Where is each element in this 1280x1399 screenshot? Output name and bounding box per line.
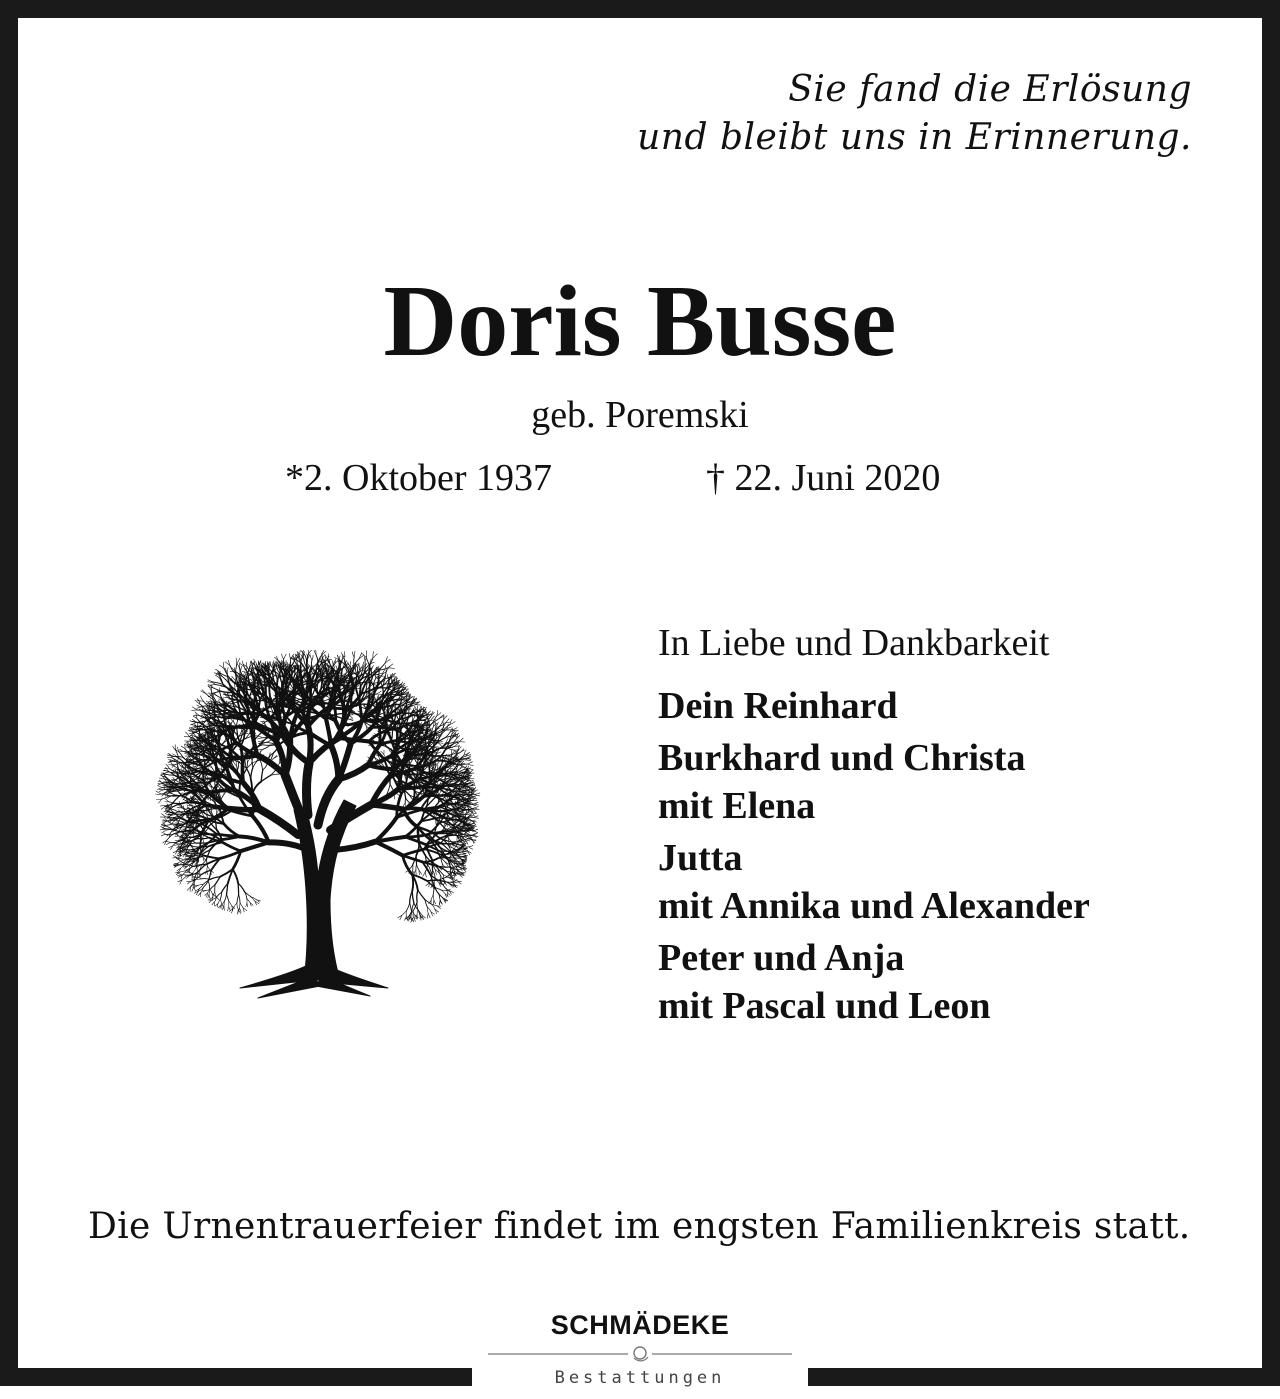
motto-line-2: und bleibt uns in Erinnerung. (637, 117, 1192, 158)
mourner-group (658, 934, 1090, 1030)
logo-name: SCHMÄDEKE (550, 1310, 730, 1340)
birth-date: *2. Oktober 1937 (285, 457, 553, 499)
ceremony-notice: Die Urnentrauerfeier findet im engsten Familienkreis statt. (88, 1206, 1191, 1247)
frame-border-left (0, 0, 18, 1386)
mourners-block (658, 618, 1090, 1034)
motto-line-1: Sie fand die Erlösung (788, 69, 1192, 110)
death-date: † 22. Juni 2020 (706, 457, 941, 499)
logo-ornament-icon (488, 1342, 792, 1366)
birth-name: geb. Poremski (531, 394, 749, 436)
mourner-line: Dein Reinhard (658, 685, 898, 727)
frame-border-top (0, 0, 1280, 18)
mourner-line: mit Pascal und Leon (658, 985, 991, 1027)
mourner-line: Peter und Anja (658, 937, 905, 979)
mourner-line: Burkhard und Christa (658, 737, 1026, 779)
logo-subtitle: Bestattungen (554, 1368, 726, 1388)
frame-border-right (1262, 0, 1280, 1386)
deceased-name: Doris Busse (383, 265, 897, 378)
mourner-line: mit Elena (658, 785, 816, 827)
mourner-group (658, 734, 1090, 830)
mourner-group (658, 834, 1090, 930)
mourner-group (658, 682, 1090, 730)
tree-icon (108, 650, 528, 1000)
motto (637, 66, 1192, 162)
funeral-home-logo (488, 1308, 792, 1399)
mourners-intro: In Liebe und Dankbarkeit (658, 622, 1050, 664)
frame-border-bottom-left (0, 1368, 472, 1386)
frame-border-bottom-right (808, 1368, 1280, 1386)
mourner-line: mit Annika und Alexander (658, 885, 1090, 927)
mourner-line: Jutta (658, 837, 743, 879)
